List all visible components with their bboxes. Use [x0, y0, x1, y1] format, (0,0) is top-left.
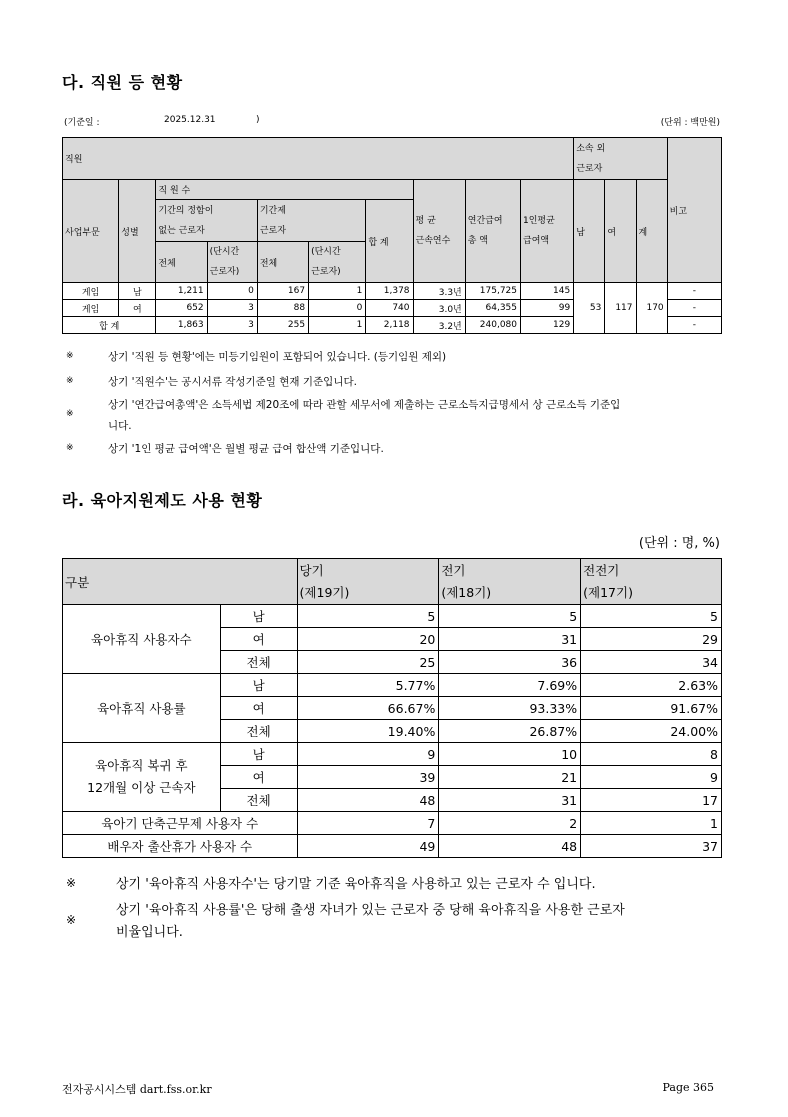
header-avg-tenure: 평 균 근속연수: [413, 180, 465, 283]
table-row: 배우자 출산휴가 사용자 수 49 48 37: [63, 835, 722, 858]
header-fix-part: (단시간 근로자): [309, 242, 366, 283]
outsider-female: 117: [605, 283, 636, 334]
section-title-staff: 다. 직원 등 현황: [62, 73, 183, 92]
table-row: 게임 여 652 3 88 0 740 3.0년 64,355 99 -: [63, 300, 722, 317]
table-row: 전체 48 31 17: [63, 789, 722, 812]
header-outsider-sum: 계: [636, 180, 667, 283]
staff-table: [62, 137, 722, 334]
note-mark: ※: [66, 376, 74, 386]
childcare-table: [62, 558, 722, 858]
base-date: 2025.12.31: [164, 115, 216, 125]
header-ind-part: (단시간 근로자): [207, 242, 257, 283]
note-text: 상기 '직원수'는 공시서류 작성기준일 현재 기준입니다.: [108, 376, 357, 388]
note-text: 상기 '1인 평균 급여액'은 월별 평균 급여 합산액 기준입니다.: [108, 443, 384, 455]
header-indefinite: 기간의 정함이 없는 근로자: [156, 200, 257, 242]
table-row: 육아휴직 사용률 남 5.77% 7.69% 2.63%: [63, 674, 722, 697]
table-row: 육아휴직 사용자수 남 5 5 5: [63, 605, 722, 628]
note-text: 니다.: [108, 420, 132, 432]
header-staff: 직원: [63, 138, 574, 180]
base-date-label: (기준일 :: [64, 118, 100, 128]
outsider-total: 170: [636, 283, 667, 334]
group-label: 육아휴직 복귀 후 12개월 이상 근속자: [63, 743, 221, 812]
group-label: 육아휴직 사용률: [63, 674, 221, 743]
footer-site: 전자공시시스템 dart.fss.or.kr: [62, 1083, 212, 1096]
table-row: 여 39 21 9: [63, 766, 722, 789]
note-mark: ※: [66, 913, 77, 927]
table-row: 게임 남 1,211 0 167 1 1,378 3.3년 175,725 145 53 117 170 -: [63, 283, 722, 300]
header-gender: 성별: [119, 180, 156, 283]
table-total-row: 합 계 1,863 3 255 1 2,118 3.2년 240,080 129 -: [63, 317, 722, 334]
unit-label: (단위 : 백만원): [660, 118, 720, 128]
header-outsider: 소속 외 근로자: [574, 138, 667, 180]
table-row: 전체 19.40% 26.87% 24.00%: [63, 720, 722, 743]
header-male: 남: [574, 180, 605, 283]
header-ind-total: 전체: [156, 242, 207, 283]
base-date-close: ): [256, 115, 260, 125]
note-mark: ※: [66, 443, 74, 453]
note-mark: ※: [66, 876, 77, 890]
unit-label-2: (단위 : 명, %): [638, 536, 720, 551]
header-fixed: 기간제 근로자: [257, 200, 365, 242]
table-row: 전체 25 36 34: [63, 651, 722, 674]
table-row: 육아기 단축근무제 사용자 수 7 2 1: [63, 812, 722, 835]
note-text: 상기 '연간급여총액'은 소득세법 제20조에 따라 관할 세무서에 제출하는 근로소득지급명세서 상 근로소득 기준입: [108, 399, 621, 411]
header-per-pay: 1인평균 급여액: [521, 180, 574, 283]
header-previous: 전기 (제18기): [439, 559, 581, 605]
note-text: 비율입니다.: [116, 925, 183, 940]
outsider-male: 53: [574, 283, 605, 334]
header-category: 구분: [63, 559, 298, 605]
note-mark: ※: [66, 351, 74, 361]
group-label: 육아휴직 사용자수: [63, 605, 221, 674]
footer-page-number: Page 365: [662, 1081, 714, 1094]
section-title-childcare: 라. 육아지원제도 사용 현황: [62, 491, 263, 510]
header-female: 여: [605, 180, 636, 283]
note-text: 상기 '직원 등 현황'에는 미등기임원이 포함되어 있습니다. (등기임원 제외): [108, 351, 447, 363]
header-annual-pay: 연간급여 총 액: [465, 180, 520, 283]
header-current: 당기 (제19기): [297, 559, 439, 605]
header-fix-total: 전체: [257, 242, 308, 283]
header-before-previous: 전전기 (제17기): [581, 559, 722, 605]
header-staff-count: 직 원 수: [156, 180, 413, 200]
header-note: 비고: [667, 138, 721, 283]
table-row: 육아휴직 복귀 후 12개월 이상 근속자 남 9 10 8: [63, 743, 722, 766]
table-row: 여 20 31 29: [63, 628, 722, 651]
header-division: 사업부문: [63, 180, 119, 283]
header-sum: 합 계: [366, 200, 413, 283]
note-mark: ※: [66, 409, 74, 419]
note-text: 상기 '육아휴직 사용률'은 당해 출생 자녀가 있는 근로자 중 당해 육아휴직을 사용한 근로자: [116, 903, 625, 918]
table-row: 여 66.67% 93.33% 91.67%: [63, 697, 722, 720]
note-text: 상기 '육아휴직 사용자수'는 당기말 기준 육아휴직을 사용하고 있는 근로자 수 입니다.: [116, 877, 596, 892]
